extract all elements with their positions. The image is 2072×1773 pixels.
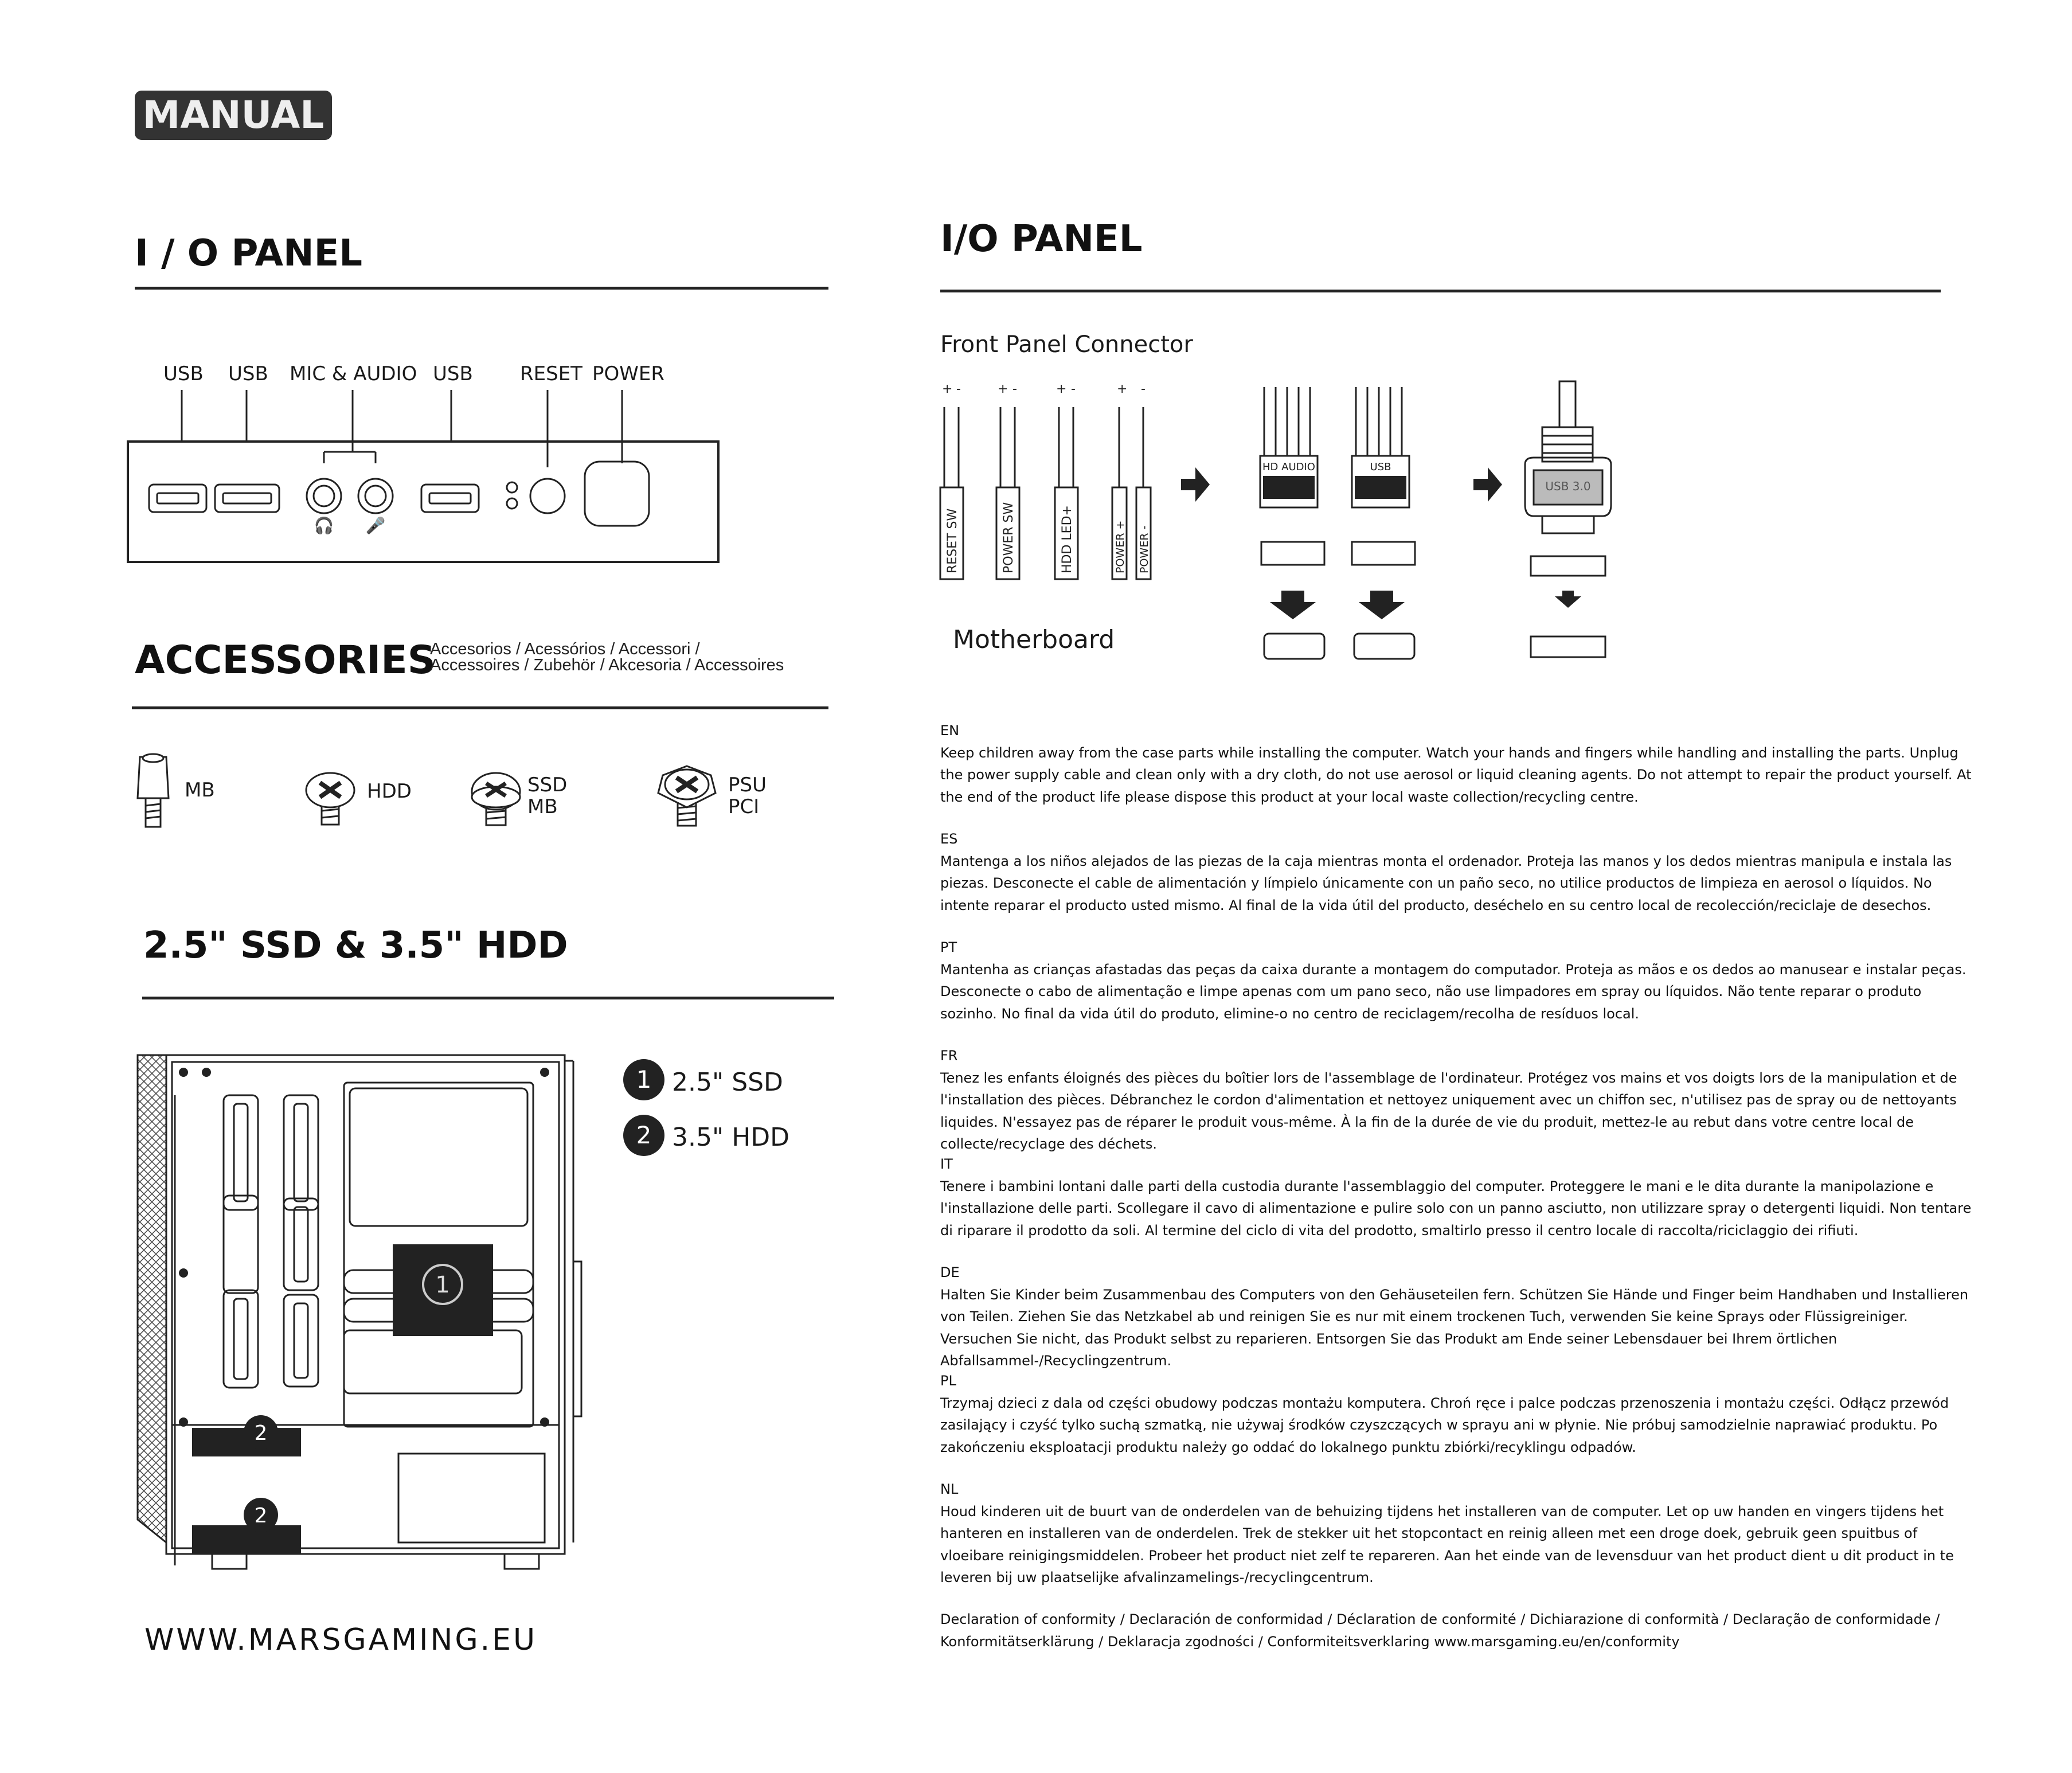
svg-text:🎧: 🎧	[314, 516, 334, 535]
legend-2-badge	[622, 1114, 668, 1159]
ssd-screw-icon	[469, 768, 523, 829]
io-label-usb-1: USB	[163, 362, 204, 385]
accessories-subtitle-2: Accessoires / Zubehör / Akcesoria / Accessoires	[430, 656, 784, 674]
io-label-power: POWER	[592, 362, 664, 385]
accessory-psu-label-2: PCI	[728, 795, 760, 818]
drives-title: 2.5" SSD & 3.5" HDD	[143, 924, 568, 967]
warning-de-text: Halten Sie Kinder beim Zusammenbau des Computers von den Gehäuseteilen fern. Schützen Sie Hände und Finger beim Handhaben und Installieren von Teilen. Ziehen Sie das Netzkabel ab und reinigen Sie es nur mit einem trockenen Tuch, verwenden Sie keine Sprays oder Flüssigreiniger. Versuchen Sie nicht, das Produkt selbst zu reparieren. Entsorgen Sie das Produkt am Ende seiner Lebensdauer bei Ihrem örtlichen Abfallsammel-/Recyclingzentrum.	[940, 1286, 1969, 1369]
accessories-subtitle-1: Accesorios / Acessórios / Accessori /	[430, 640, 700, 658]
warning-es-code: ES	[940, 831, 958, 847]
svg-text:+: +	[942, 382, 953, 396]
warning-fr-code: FR	[940, 1048, 958, 1064]
accessories-title: ACCESSORIES	[135, 638, 436, 683]
hdd-screw-icon	[303, 768, 357, 829]
svg-text:2: 2	[254, 1421, 268, 1445]
warning-nl-text: Houd kinderen uit de buurt van de onderdelen van de behuizing tijdens het installeren van de computer. Let op uw handen en vingers tijdens het hanteren en installeren van de onderdelen. Trek de stekker uit het stopcontact en reinig alleen met een droge doek, gebruik geen spuitbus of vloeibare reinigingsmiddelen. Probeer het product niet zelf te repareren. Aan het einde van de levensduur van het product dient u dit product in te leveren bij uw plaatselijke afvalinzamelings-/recyclingcentrum.	[940, 1503, 1954, 1585]
usb-header-label: USB	[1370, 461, 1391, 473]
connector-power-sw: POWER SW	[1002, 502, 1016, 573]
warning-de-code: DE	[940, 1264, 960, 1280]
warning-en-text: Keep children away from the case parts while installing the computer. Watch your hands and fingers while handling and installing the parts. Unplug the power supply cable and clean only with a dry cloth, do not use aerosol or liquid cleaning agents. Do not attempt to repair the product yourself. At the end of the product life please dispose this product at your local waste collection/recycling centre.	[940, 744, 1972, 805]
svg-text:+: +	[998, 382, 1008, 396]
drives-rule	[142, 997, 834, 999]
hd-audio-header-label: HD AUDIO	[1262, 461, 1315, 473]
front-panel-subtitle: Front Panel Connector	[940, 331, 1193, 358]
accessories-rule	[132, 706, 828, 709]
io-panel-rule	[135, 287, 828, 290]
svg-text:-: -	[1141, 382, 1146, 396]
svg-text:-: -	[956, 382, 961, 396]
io-label-mic-audio: MIC & AUDIO	[290, 362, 417, 385]
io-panel-right-rule	[940, 290, 1941, 292]
connector-power-plus: POWER +	[1114, 520, 1127, 573]
motherboard-label: Motherboard	[953, 625, 1115, 654]
warning-en-code: EN	[940, 723, 960, 739]
usb3-plug-label: USB 3.0	[1545, 479, 1591, 493]
svg-text:🎤: 🎤	[365, 516, 386, 535]
connector-power-minus: POWER -	[1138, 525, 1151, 573]
svg-text:2: 2	[254, 1504, 268, 1528]
warning-pl	[940, 1370, 1972, 1458]
svg-text:1: 1	[435, 1272, 450, 1298]
accessory-psu-label	[728, 774, 767, 818]
declaration-of-conformity[interactable]: Declaration of conformity / Declaración de conformidad / Déclaration de conformité / Dichiarazione di conformità / Declaração de conformidade / Konformitätserklärung / Deklaracja zgodności / Conformiteitsverklaring www.marsgaming.eu/en/conformity	[940, 1611, 1940, 1650]
warning-it	[940, 1153, 1972, 1241]
accessory-ssd-label-2: MB	[527, 795, 558, 818]
legend-2-label: 3.5" HDD	[672, 1123, 790, 1152]
warning-nl	[940, 1478, 1972, 1589]
warning-it-text: Tenere i bambini lontani dalle parti della custodia durante l'assemblaggio del computer. Proteggere le mani e le dita durante la manipolazione e l'installazione delle parti. Scollegare il cavo di alimentazione e pulire solo con un panno asciutto, non utilizzare spray o detergenti liquidi. Non tentare di riparare il prodotto da soli. Al termine del ciclo di vita del prodotto, smaltirlo presso il centro locale di raccolta/riciclaggio dei rifiuti.	[940, 1178, 1972, 1239]
svg-text:2: 2	[636, 1121, 652, 1149]
io-label-reset: RESET	[520, 362, 582, 385]
io-panel-diagram	[123, 390, 725, 568]
standoff-screw-icon	[133, 751, 173, 834]
psu-screw-icon	[654, 761, 720, 830]
legend-1-badge	[622, 1058, 668, 1104]
accessory-ssd-label-1: SSD	[527, 774, 568, 796]
warning-es	[940, 828, 1972, 916]
warning-pt-text: Mantenha as crianças afastadas das peças da caixa durante a montagem do computador. Proteja as mãos e os dedos ao manusear e instalar peças. Desconecte o cabo de alimentação e limpe apenas com um pano seco, não use limpadores em spray ou líquidos. Não tente reparar o produto sozinho. No final da vida útil do produto, elimine-o no centro de reciclagem/recolha de resíduos local.	[940, 961, 1967, 1022]
svg-text:-: -	[1071, 382, 1076, 396]
warning-pt	[940, 936, 1972, 1025]
legend-1-label: 2.5" SSD	[672, 1068, 783, 1097]
io-panel-right-title: I/O PANEL	[940, 218, 1143, 260]
website-url[interactable]: WWW.MARSGAMING.EU	[144, 1623, 538, 1657]
warning-nl-code: NL	[940, 1481, 959, 1497]
io-panel-title: I / O PANEL	[135, 232, 363, 275]
accessory-psu-label-1: PSU	[728, 774, 767, 796]
accessory-ssd-label	[527, 774, 567, 818]
connector-hdd-led: HDD LED+	[1060, 505, 1074, 573]
svg-text:1: 1	[636, 1065, 652, 1094]
warning-fr	[940, 1045, 1972, 1155]
svg-text:+: +	[1056, 382, 1067, 396]
io-label-usb-2: USB	[228, 362, 268, 385]
connector-reset-sw: RESET SW	[945, 508, 960, 573]
manual-badge: MANUAL	[135, 91, 332, 140]
warning-pt-code: PT	[940, 939, 957, 955]
svg-text:+: +	[1117, 382, 1128, 396]
warning-de	[940, 1262, 1972, 1372]
svg-text:-: -	[1012, 382, 1017, 396]
accessory-hdd-label: HDD	[367, 780, 412, 803]
warning-es-text: Mantenga a los niños alejados de las piezas de la caja mientras monta el ordenador. Proteja las manos y los dedos mientras manipula e instala las piezas. Desconecte el cable de alimentación y límpielo únicamente con un paño seco, no utilice productos de limpieza en aerosol o líquidos. No intente reparar el producto usted mismo. Al final de la vida útil del producto, deséchelo en su centro local de recolección/reciclaje de desechos.	[940, 853, 1952, 913]
warning-en	[940, 720, 1972, 808]
io-label-usb-3: USB	[433, 362, 473, 385]
warning-pl-code: PL	[940, 1373, 956, 1389]
warning-it-code: IT	[940, 1156, 953, 1172]
accessory-mb-label: MB	[185, 779, 215, 802]
warning-pl-text: Trzymaj dzieci z dala od części obudowy podczas montażu komputera. Chroń ręce i palce podczas przenoszenia i montażu części. Odłącz przewód zasilający i czyść tylko suchą szmatką, nie używaj środków czyszczących w sprayu ani w płynie. Nie próbuj samodzielnie naprawiać produktu. Po zakończeniu eksploatacji produktu należy go oddać do lokalnego punktu zbiórki/recyklingu odpadów.	[940, 1395, 1949, 1455]
warning-fr-text: Tenez les enfants éloignés des pièces du boîtier lors de l'assemblage de l'ordinateur. Protégez vos mains et vos doigts lors de la manipulation et de l'installation des pièces. Débranchez le cordon d'alimentation et nettoyez uniquement avec un chiffon sec, n'utilisez pas de spray ou de nettoyants liquides. N'essayez pas de réparer le produit vous-même. À la fin de la durée de vie du produit, mettez-le au rebut dans votre centre local de collecte/recyclage des déchets.	[940, 1069, 1957, 1152]
case-side-diagram	[132, 1049, 591, 1583]
front-panel-connector-diagram	[935, 373, 1623, 671]
